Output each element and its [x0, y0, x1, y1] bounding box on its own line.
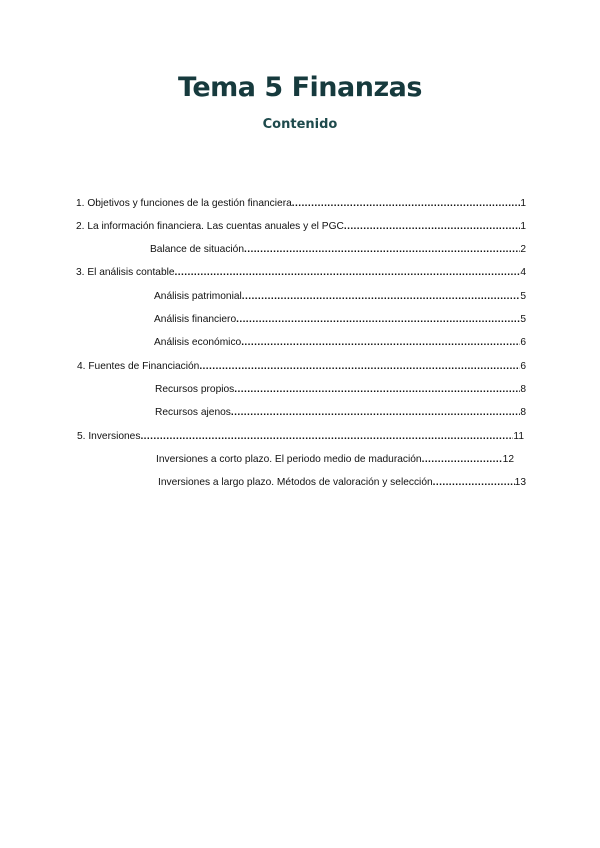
- toc-entry-page: 6: [520, 361, 526, 372]
- toc-dot-leader: [199, 359, 520, 375]
- toc-entry[interactable]: [155, 382, 526, 398]
- toc-entry-label: Balance de situación: [150, 244, 245, 255]
- toc-entry[interactable]: [76, 219, 526, 235]
- toc-entry-page: 6: [520, 337, 526, 348]
- toc-entry[interactable]: [154, 312, 526, 328]
- toc-entry-page: 12: [502, 454, 514, 465]
- toc-entry-page: 2: [520, 244, 526, 255]
- toc-entry-label: 4. Fuentes de Financiación: [77, 361, 200, 372]
- toc-entry-page: 13: [514, 477, 526, 488]
- toc-dot-leader: [140, 429, 513, 445]
- toc-entry-label: Inversiones a corto plazo. El periodo medio de maduración: [156, 454, 422, 465]
- toc-entry[interactable]: [155, 405, 526, 421]
- toc-entry-page: 4: [520, 267, 526, 278]
- toc-entry-label: Análisis patrimonial: [154, 291, 242, 302]
- toc-dot-leader: [234, 382, 520, 398]
- toc-entry-label: Inversiones a largo plazo. Métodos de valoración y selección: [158, 477, 433, 488]
- toc-entry[interactable]: [156, 452, 514, 468]
- toc-entry-label: 5. Inversiones: [77, 431, 141, 442]
- toc-dot-leader: [344, 219, 520, 235]
- toc-entry-label: 2. La información financiera. Las cuentas anuales y el PGC: [76, 221, 344, 232]
- toc-heading: Contenido: [262, 117, 338, 132]
- toc-entry[interactable]: [77, 359, 526, 375]
- toc-entry-page: 5: [520, 314, 526, 325]
- toc-entry[interactable]: [154, 335, 526, 351]
- toc-entry-page: 1: [520, 221, 526, 232]
- toc-dot-leader: [242, 289, 521, 305]
- document-title: Tema 5 Finanzas: [178, 72, 422, 103]
- toc-dot-leader: [236, 312, 520, 328]
- toc-dot-leader: [422, 452, 503, 468]
- toc-entry-label: Recursos propios: [155, 384, 235, 395]
- toc-entry[interactable]: [154, 289, 526, 305]
- toc-entry-page: 8: [520, 407, 526, 418]
- toc-entry-page: 5: [520, 291, 526, 302]
- toc-dot-leader: [175, 265, 521, 281]
- toc-entry[interactable]: [158, 475, 526, 491]
- toc-dot-leader: [241, 335, 520, 351]
- toc-dot-leader: [433, 475, 515, 491]
- toc-entry[interactable]: [150, 242, 526, 258]
- toc-entry-page: 11: [513, 431, 524, 442]
- toc-entry-page: 1: [520, 198, 526, 209]
- toc-dot-leader: [231, 405, 520, 421]
- toc-entry[interactable]: [76, 196, 526, 212]
- toc-entry[interactable]: [76, 265, 526, 281]
- toc-entry[interactable]: [77, 429, 524, 445]
- toc-entry-label: 3. El análisis contable: [76, 267, 175, 278]
- toc-entry-page: 8: [520, 384, 526, 395]
- toc-entry-label: 1. Objetivos y funciones de la gestión financiera: [76, 198, 292, 209]
- toc-entry-label: Análisis financiero: [154, 314, 237, 325]
- toc-dot-leader: [292, 196, 521, 212]
- toc-entry-label: Recursos ajenos: [155, 407, 231, 418]
- toc-dot-leader: [244, 242, 520, 258]
- toc-entry-label: Análisis económico: [154, 337, 242, 348]
